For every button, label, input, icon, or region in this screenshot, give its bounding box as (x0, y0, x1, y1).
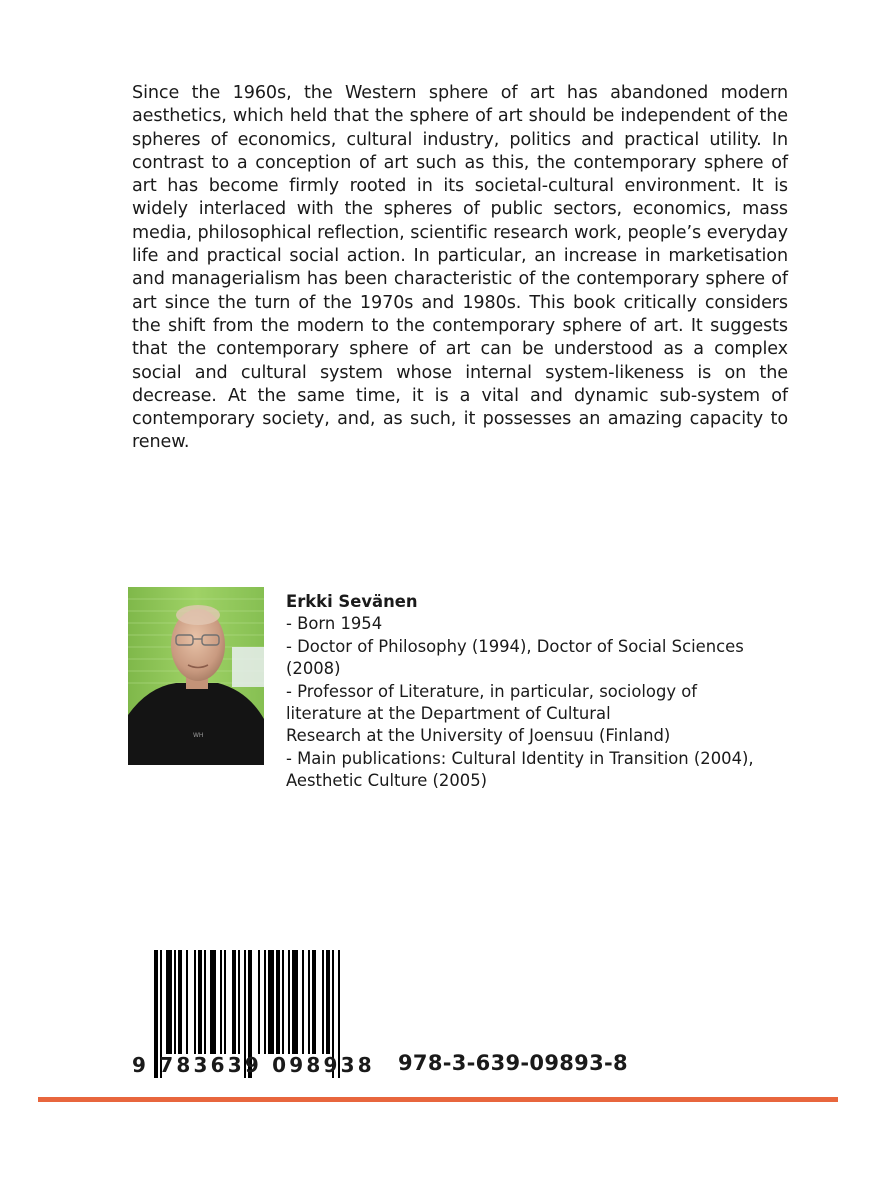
barcode-bar (268, 950, 274, 1054)
author-bio-line: - Main publications: Cultural Identity in Transition (2004), Aesthetic Culture (2005) (286, 748, 754, 791)
svg-text:WH: WH (193, 732, 204, 739)
barcode-bar (322, 950, 324, 1054)
author-photo (128, 587, 264, 765)
barcode-bar (308, 950, 310, 1054)
barcode-bar (302, 950, 304, 1054)
barcode-bar (258, 950, 260, 1054)
barcode-bar (276, 950, 280, 1054)
barcode-bar (194, 950, 196, 1054)
author-bio-line: - Professor of Literature, in particular, sociology of literature at the Department of Cultural (286, 681, 698, 724)
barcode-bar (292, 950, 298, 1054)
barcode-bar (174, 950, 176, 1054)
author-bio-line: - Doctor of Philosophy (1994), Doctor of Social Sciences (2008) (286, 636, 744, 679)
author-bio-line: Research at the University of Joensuu (Finland) (286, 726, 671, 746)
barcode-bar (232, 950, 236, 1054)
footer-rule (38, 1097, 838, 1102)
barcode-bar (224, 950, 226, 1054)
author-bio (286, 591, 766, 793)
barcode-bar (166, 950, 172, 1054)
barcode-bar (178, 950, 182, 1054)
barcode-bar (312, 950, 316, 1054)
barcode-bar (282, 950, 284, 1054)
barcode-bar (326, 950, 330, 1054)
barcode-bar (204, 950, 206, 1054)
author-name: Erkki Sevänen (286, 592, 418, 611)
barcode-bar (220, 950, 222, 1054)
barcode-digits: 9 783639 098938 (132, 1053, 375, 1077)
barcode-bar (264, 950, 266, 1054)
barcode-bar (186, 950, 188, 1054)
author-bio-line: - Born 1954 (286, 614, 383, 634)
barcode-bar (198, 950, 202, 1054)
barcode-bar (238, 950, 240, 1054)
barcode-bar (210, 950, 216, 1054)
barcode-bar (288, 950, 290, 1054)
isbn-number: 978-3-639-09893-8 (398, 1051, 628, 1075)
book-blurb: Since the 1960s, the Western sphere of art has abandoned modern aesthetics, which held that the sphere of art should be independent of the spheres of economics, cultural industry, politics and practical utility. In contrast to a conception of art such as this, the contemporary sphere of art has become firmly rooted in its societal-cultural environment. It is widely interlaced with the spheres of public sectors, economics, mass media, philosophical reflection, scientific research work, people’s everyday life and practical social action. In particular, an increase in marketisation and managerialism has been characteristic of the contemporary sphere of art since the turn of the 1970s and 1980s. This book critically considers the shift from the modern to the contemporary sphere of art. It suggests that the contemporary sphere of art can be understood as a complex social and cultural system whose internal system-likeness is on the decrease. At the same time, it is a vital and dynamic sub-system of contemporary society, and, as such, it possesses an amazing capacity to renew. (132, 83, 788, 453)
